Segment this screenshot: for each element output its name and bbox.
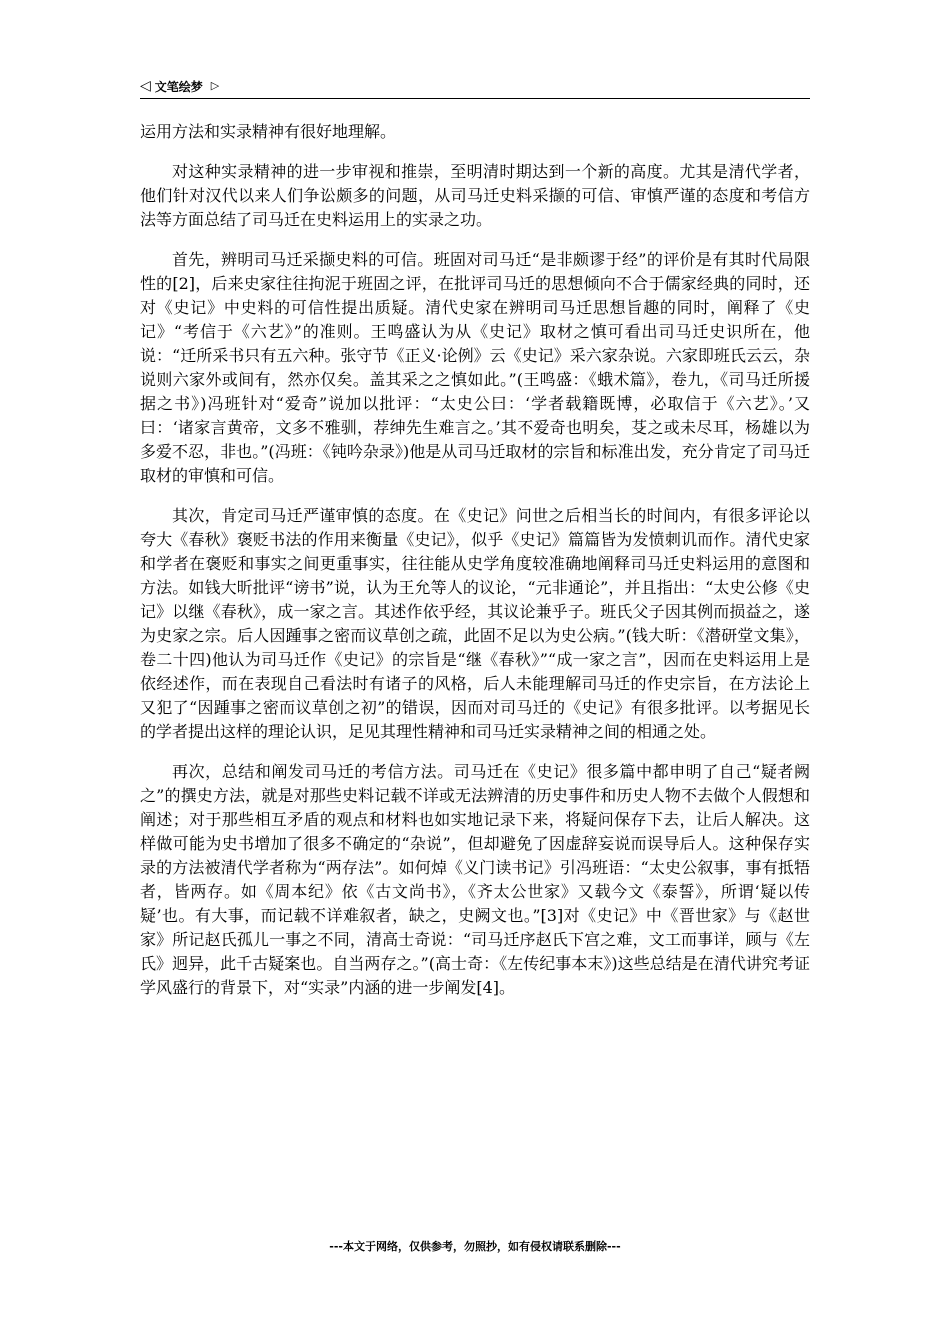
paragraph: 首先，辨明司马迁采撷史料的可信。班固对司马迁“是非颇谬于经”的评价是有其时代局限性的[2]，后来史家往往拘泥于班固之评，在批评司马迁的思想倾向不合于儒家经典的同时，还对《史记》中史料的可信性提出质疑。清代史家在辨明司马迁思想旨趣的同时，阐释了《史记》“考信于《六艺》”的准则。王鸣盛认为从《史记》取材之慎可看出司马迁史识所在，他说：“迁所采书只有五六种。张守节《正义·论例》云《史记》采六家杂说。六家即班氏云云，杂说则六家外或间有，然亦仅矣。盖其采之之慎如此。”(王鸣盛：《蛾术篇》，卷九，《司马迁所援据之书》)冯班针对“爱奇”说加以批评：“太史公曰：‘学者载籍既博，必取信于《六艺》。’又曰：‘诸家言黄帝，文多不雅驯，荐绅先生难言之。’其不爱奇也明矣，芟之或未尽耳，杨雄以为多爱不忍，非也。”(冯班：《钝吟杂录》)他是从司马迁取材的宗旨和标准出发，充分肯定了司马迁取材的审慎和可信。	[140, 250, 810, 485]
paragraph: 再次，总结和阐发司马迁的考信方法。司马迁在《史记》很多篇中都申明了自己“疑者阙之”的撰史方法，就是对那些史料记载不详或无法辨清的历史事件和历史人物不去做个人假想和阐述；对于那些相互矛盾的观点和材料也如实地记录下来，将疑问保存下去，让后人解决。这样做可能为史书增加了很多不确定的“杂说”，但却避免了因虚辞妄说而误导后人。这种保存实录的方法被清代学者称为“两存法”。如何焯《义门读书记》引冯班语：“太史公叙事，事有抵牾者，皆两存。如《周本纪》依《古文尚书》，《齐太公世家》又载今文《泰誓》，所谓‘疑以传疑’也。有大事，而记载不详难叙者，缺之，史阙文也。”[3]对《史记》中《晋世家》与《赵世家》所记赵氏孤儿一事之不同，清高士奇说：“司马迁序赵氏下宫之难，文工而事详，顾与《左氏》迥异，此千古疑案也。自当两存之。”(高士奇：《左传纪事本末》)这些总结是在清代讲究考证学风盛行的背景下，对“实录”内涵的进一步阐发[4]。	[140, 762, 810, 997]
triangle-right-icon: ▷	[210, 79, 220, 92]
paragraph-continuation: 运用方法和实录精神有很好地理解。	[140, 122, 397, 141]
header-divider	[140, 98, 810, 99]
paragraph: 对这种实录精神的进一步审视和推崇，至明清时期达到一个新的高度。尤其是清代学者，他们针对汉代以来人们争讼颇多的问题，从司马迁史料采撷的可信、审慎严谨的态度和考信方法等方面总结了司马迁在史料运用上的实录之功。	[140, 162, 810, 229]
triangle-left-icon: ◁	[140, 78, 151, 94]
footer-notice: ---本文于网络，仅供参考，勿照抄，如有侵权请联系删除---	[329, 1240, 621, 1253]
document-body	[140, 120, 810, 1016]
header-brand: 文笔绘梦	[154, 79, 203, 94]
page-header	[140, 76, 810, 96]
paragraph: 其次，肯定司马迁严谨审慎的态度。在《史记》问世之后相当长的时间内，有很多评论以夸大《春秋》褒贬书法的作用来衡量《史记》，似乎《史记》篇篇皆为发愤刺讥而作。清代史家和学者在褒贬和事实之间更重事实，往往能从史学角度较准确地阐释司马迁史料运用的意图和方法。如钱大昕批评“谤书”说，认为王允等人的议论，“元非通论”，并且指出：“太史公修《史记》以继《春秋》，成一家之言。其述作依乎经，其议论兼乎子。班氏父子因其例而损益之，遂为史家之宗。后人因踵事之密而议草创之疏，此固不足以为史公病。”(钱大昕：《潜研堂文集》，卷二十四)他认为司马迁作《史记》的宗旨是“继《春秋》”“成一家之言”，因而在史料运用上是依经述作，而在表现自己看法时有诸子的风格，后人未能理解司马迁的作史宗旨，在方法论上又犯了“因踵事之密而议草创之初”的错误，因而对司马迁的《史记》有很多批评。以考据见长的学者提出这样的理论认识，足见其理性精神和司马迁实录精神之间的相通之处。	[140, 506, 810, 741]
